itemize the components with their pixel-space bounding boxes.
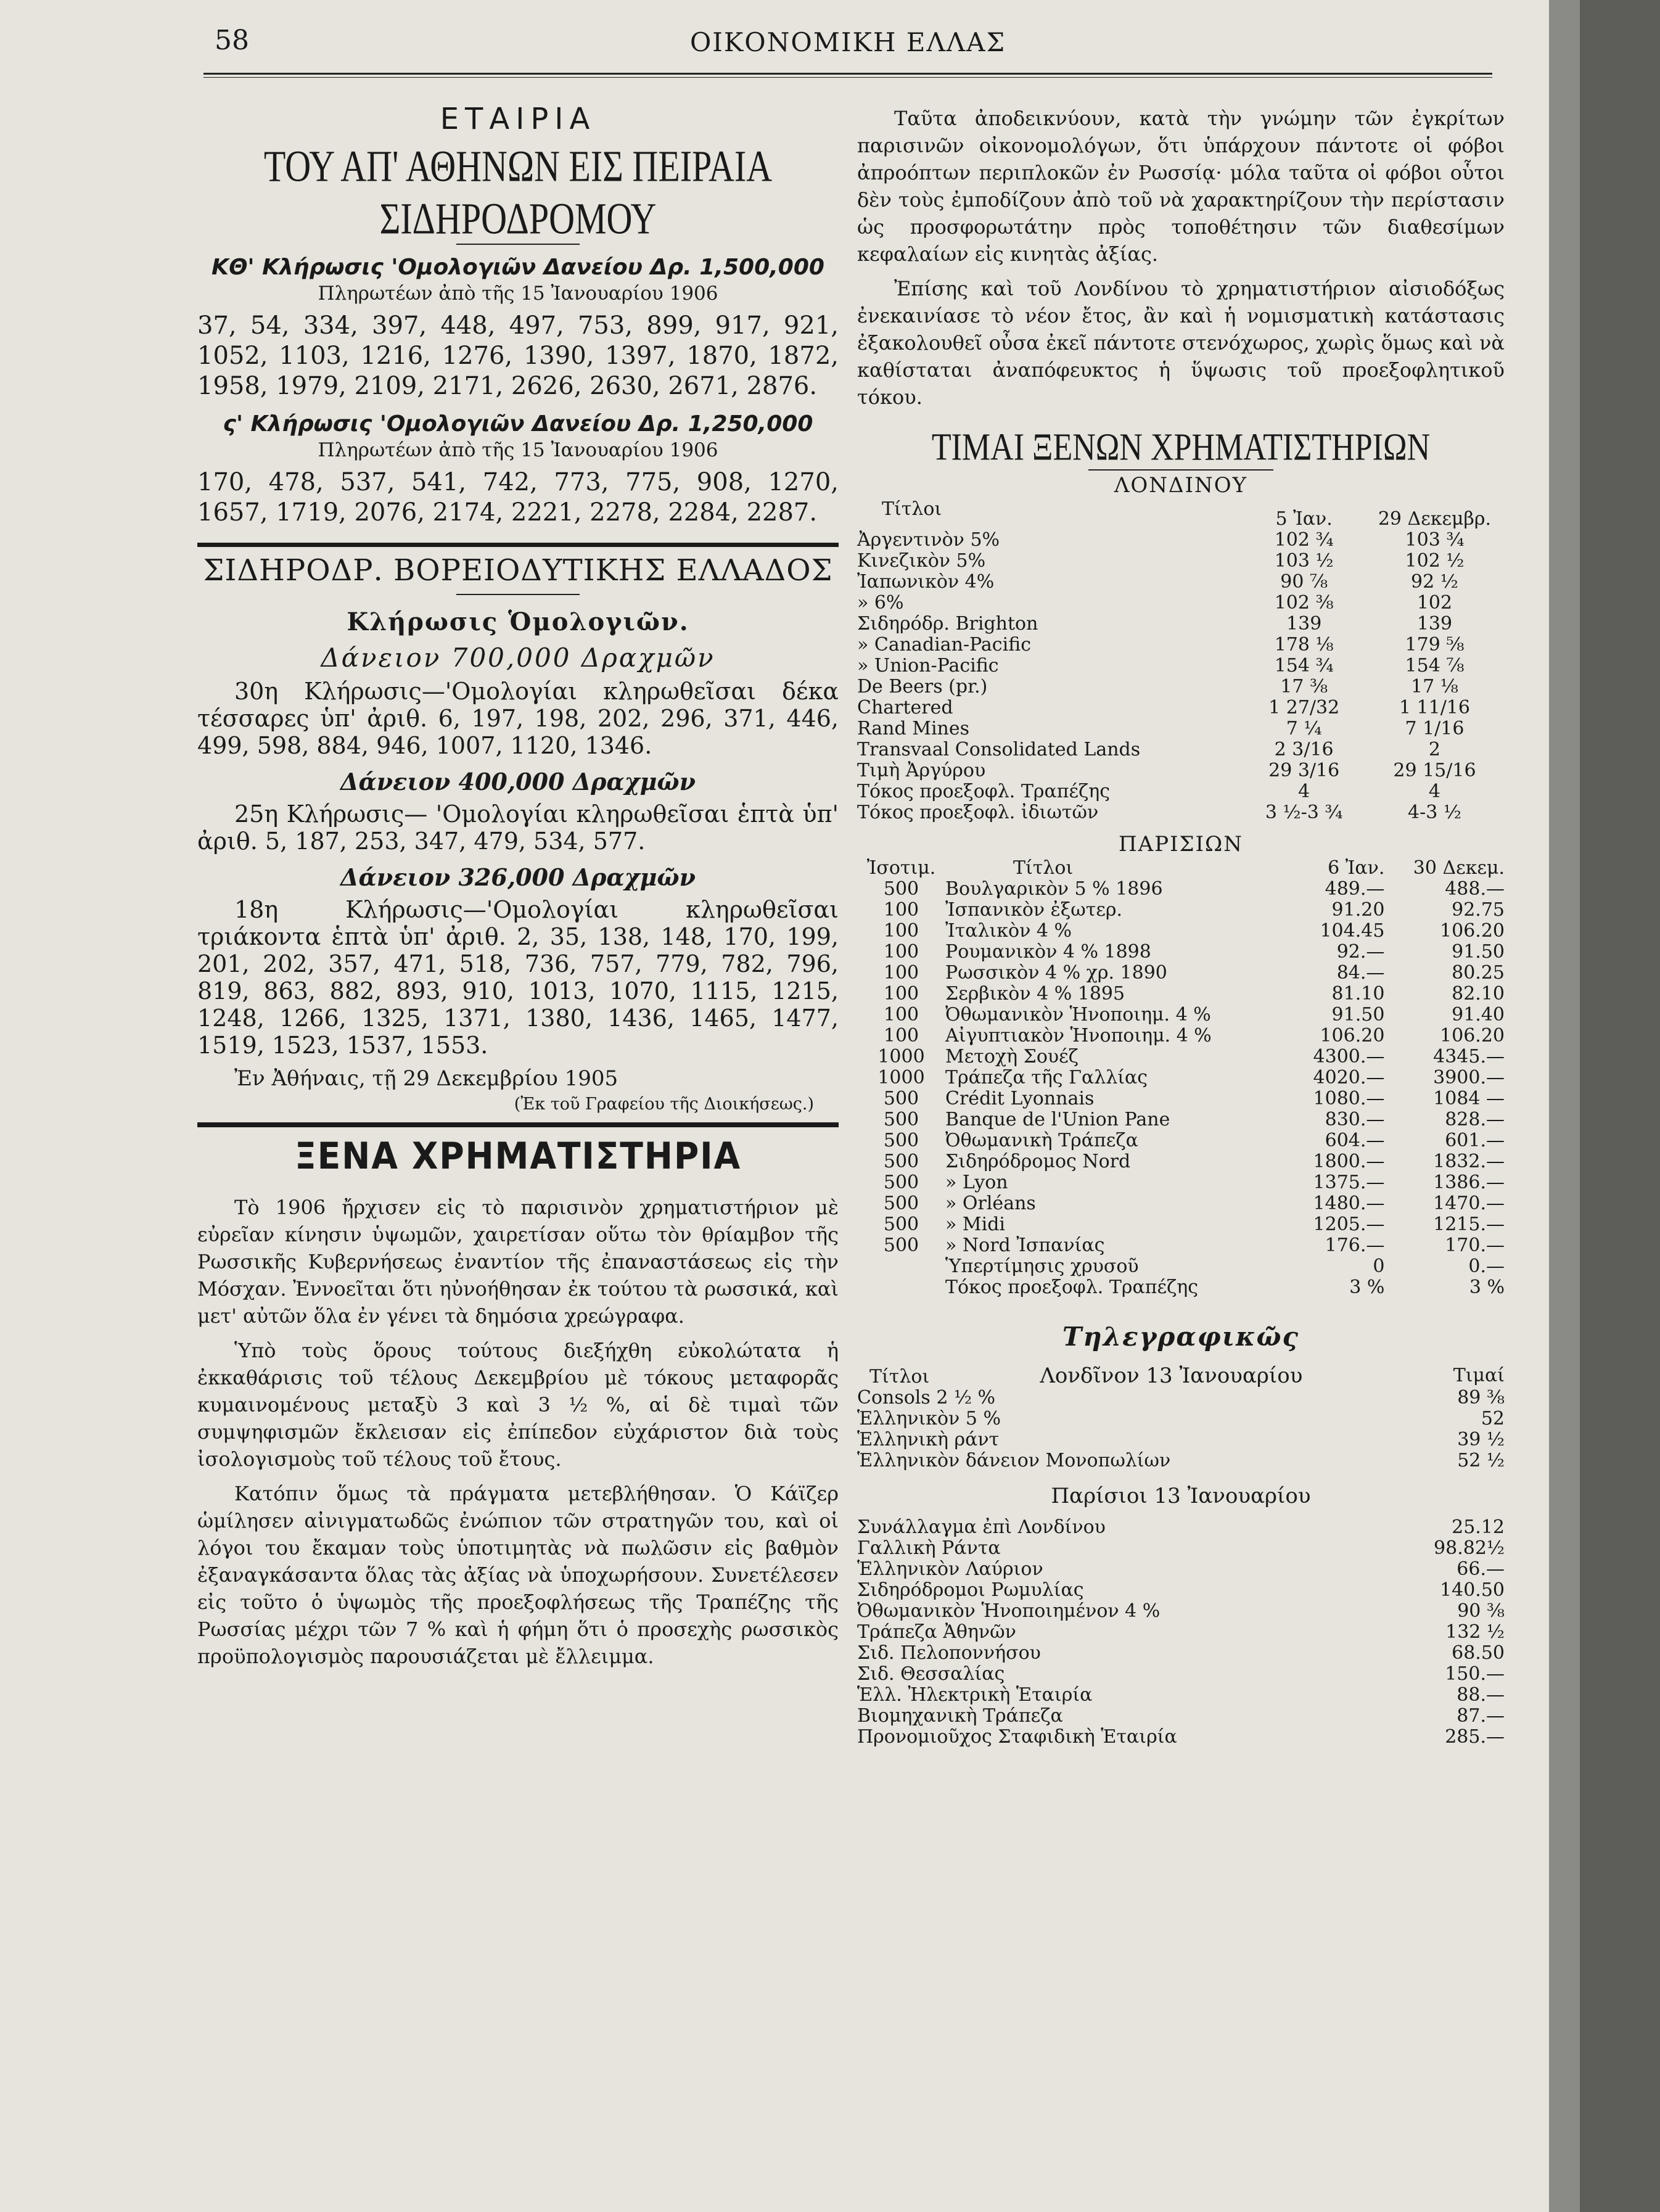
table-row	[857, 1622, 1505, 1643]
price-a: 2 3/16	[1274, 739, 1334, 760]
price-a: 90 ⅞	[1280, 571, 1328, 593]
price-b: 1386.—	[1433, 1172, 1505, 1193]
security-name: Ρουμανικὸν 4 % 1898	[945, 941, 1151, 963]
col-parity: Ἰσοτιμ.	[866, 857, 936, 879]
security-name: Σιδ. Θεσσαλίας	[857, 1663, 1005, 1685]
security-name: Ἀργεντινὸν 5%	[857, 529, 1000, 551]
security-name: Σιδηρόδρομοι Ρωμυλίας	[857, 1579, 1084, 1601]
table-row	[857, 1388, 1505, 1408]
col-title: Τίτλοι	[1013, 857, 1074, 879]
price-a: 1 27/32	[1268, 697, 1340, 718]
price: 66.—	[1457, 1558, 1505, 1580]
page-edge-highlight	[1549, 0, 1580, 2212]
price-b: 4	[1428, 781, 1440, 802]
paris-rows	[857, 879, 1505, 1298]
col-title: Τίτλοι	[882, 498, 942, 520]
parity-value: 100	[883, 1025, 919, 1046]
security-name: Τράπεζα Ἀθηνῶν	[857, 1621, 1016, 1643]
security-name: Προνομιοῦχος Σταφιδικὴ Ἑταιρία	[857, 1726, 1177, 1748]
section-rule	[197, 1122, 839, 1127]
article-paragraph: Κατόπιν ὅμως τὰ πράγματα μετεβλήθησαν. Ὁ Κάϊζερ ὡμίλησεν αἰνιγματωδῶς ἐνώπιον τῶν στρατηγῶν του, καὶ οἱ λόγοι του ἔκαμαν τοὺς ὑποτιμητὰς νὰ πωλῶσιν εἰς βαθμὸν ἐξαναγκάσαντα ὅλας τὰς ἀξίας νὰ ὑποχωρήσουν. Συνετέλεσεν εἰς τοῦτο ὁ ὑψωμὸς τῆς προεξοφλήσεως τῆς Τραπέζης τῆς Ρωσσίας μέχρι τῶν 7 % καὶ ἡ φήμη ὅτι ὁ προσεχὴς ρωσσικὸς προϋπολογισμὸς παρουσιάζεται μὲ ἔλλειμμα.	[197, 1482, 839, 1668]
price-b: 4-3 ½	[1407, 802, 1461, 823]
draw-heading: ΚΘ' Κλήρωσις 'Ομολογιῶν Δανείου Δρ. 1,500,000	[212, 255, 824, 280]
parity-value: 1000	[877, 1046, 925, 1067]
price: 140.50	[1440, 1579, 1505, 1601]
table-row	[857, 1046, 1505, 1067]
loan-text: 18η Κλήρωσις—'Ομολογίαι κληρωθεῖσαι τριάκοντα ἑπτὰ ὑπ' ἀριθ. 2, 35, 138, 148, 170, 199, 201, 202, 357, 471, 518, 736, 757, 779, 782, 796, 819, 863, 882, 893, 910, 1013, 1070, 1115, 1215, 1248, 1266, 1325, 1371, 1380, 1436, 1465, 1477, 1519, 1523, 1537, 1553.	[197, 896, 839, 1059]
table-row	[857, 1727, 1505, 1748]
table-row	[857, 963, 1505, 984]
table-row	[857, 1005, 1505, 1026]
security-name: Rand Mines	[857, 718, 970, 739]
table-row	[857, 760, 1505, 781]
price-b: 3 %	[1469, 1277, 1505, 1298]
price: 285.—	[1445, 1726, 1505, 1748]
price-a: 4300.—	[1313, 1046, 1385, 1067]
draw-payable: Πληρωτέων ἀπὸ τῆς 15 Ἰανουαρίου 1906	[318, 439, 718, 461]
price-b: 102 ½	[1405, 550, 1465, 572]
parity-value: 500	[883, 1235, 919, 1256]
paris-heading: ΠΑΡΙΣΙΩΝ	[1119, 832, 1243, 857]
paris-table	[857, 858, 1505, 1298]
parity-value: 1000	[877, 1067, 925, 1088]
article-paragraph: Ἐπίσης καὶ τοῦ Λονδίνου τὸ χρηματιστήριον αἰσιοδόξως ἐνεκαινίασε τὸ νέον ἔτος, ἂν καὶ ἡ νομισματικὴ κατάστασις ἐξακολουθεῖ οὖσα ἐκεῖ πάντοτε στενόχωρος, χωρὶς ὅμως καὶ νὰ καθίσταται ἀναπόφευκτος ἡ ὕψωσις τοῦ προεξοφλητικοῦ τόκου.	[857, 277, 1505, 409]
price-a: 102 ⅜	[1274, 592, 1334, 614]
price-a: 176.—	[1325, 1235, 1385, 1256]
security-name: Ἑλληνικὸν δάνειον Μονοπωλίων	[857, 1450, 1171, 1471]
price-b: 154 ⅞	[1405, 655, 1465, 676]
price-a: 604.—	[1325, 1130, 1385, 1151]
price-a: 104.45	[1320, 920, 1385, 942]
table-row	[857, 781, 1505, 802]
price: 52	[1481, 1408, 1505, 1429]
security-name: Τιμὴ Ἀργύρου	[857, 760, 986, 781]
price-b: 4345.—	[1433, 1046, 1505, 1067]
security-name: Ὀθωμανικὸν Ἡνοποιημ. 4 %	[945, 1004, 1211, 1026]
table-row	[857, 1706, 1505, 1727]
table-row	[857, 942, 1505, 963]
price: 87.—	[1457, 1705, 1505, 1727]
price-a: 102 ¾	[1274, 529, 1334, 551]
table-row	[857, 1067, 1505, 1088]
table-row	[857, 1538, 1505, 1559]
table-row	[857, 614, 1505, 635]
price-b: 106.20	[1440, 1025, 1505, 1046]
table-row	[857, 1235, 1505, 1256]
table-row	[857, 697, 1505, 718]
table-row	[857, 1214, 1505, 1235]
security-name: Τόκος προεξοφλ. Τραπέζης	[945, 1277, 1199, 1298]
table-row	[857, 718, 1505, 739]
price-b: 488.—	[1445, 878, 1505, 900]
table-row	[857, 551, 1505, 572]
price-b: 1215.—	[1433, 1214, 1505, 1235]
table-row	[857, 879, 1505, 900]
security-name: » Canadian-Pacific	[857, 634, 1032, 656]
price: 90 ⅜	[1457, 1600, 1505, 1622]
parity-value	[857, 1256, 945, 1277]
table-row	[857, 984, 1505, 1005]
parity-value: 500	[883, 1130, 919, 1151]
price-b: 170.—	[1445, 1235, 1505, 1256]
security-name: Transvaal Consolidated Lands	[857, 739, 1141, 760]
table-row	[857, 1277, 1505, 1298]
price-a: 1205.—	[1313, 1214, 1385, 1235]
article-paragraph: Ταῦτα ἀποδεικνύουν, κατὰ τὴν γνώμην τῶν ἐγκρίτων παρισινῶν οἰκονομολόγων, ὅτι ὑπάρχουν πάντοτε οἱ φόβοι ἀπροόπτων περιπλοκῶν ἐν Ρωσσίᾳ· μόλα ταῦτα οἱ φόβοι οὗτοι δὲν τοὺς ἐμποδίζουν ἀπὸ τοῦ νὰ χαρακτηρίζουν τὴν περίστασιν ὡς προσφορωτάτην πρὸς τοποθέτησιν τῶν διαθεσίμων κεφαλαίων εἰς κινητὰς ἀξίας.	[857, 107, 1505, 266]
security-name: Σιδηρόδρ. Brighton	[857, 613, 1038, 635]
security-name: » Nord Ἰσπανίας	[945, 1235, 1105, 1256]
security-name: Consols 2 ½ %	[857, 1387, 996, 1408]
price: 132 ½	[1445, 1621, 1505, 1643]
price-a: 830.—	[1325, 1109, 1385, 1130]
security-name: Τόκος προεξοφλ. Τραπέζης	[857, 781, 1111, 802]
security-name: Βουλγαρικὸν 5 % 1896	[945, 878, 1163, 900]
security-name: Ἑλλ. Ἠλεκτρικὴ Ἑταιρία	[857, 1684, 1093, 1706]
telegraphic-london-table	[857, 1365, 1505, 1471]
railway-eyebrow: ΕΤΑΙΡΙΑ	[440, 102, 596, 136]
running-title: ΟΙΚΟΝΟΜΙΚΗ ΕΛΛΑΣ	[689, 27, 1006, 57]
price: 68.50	[1452, 1642, 1505, 1664]
price: 98.82½	[1434, 1537, 1505, 1559]
price-a: 4020.—	[1313, 1067, 1385, 1088]
table-row	[857, 1450, 1505, 1471]
price-b: 179 ⅝	[1405, 634, 1465, 656]
header-rule	[203, 73, 1492, 78]
price-a: 103 ½	[1274, 550, 1334, 572]
security-name: Ὀθωμανικὸν Ἡνοποιημένον 4 %	[857, 1600, 1161, 1622]
parity-value: 100	[883, 920, 919, 942]
security-name: Ρωσσικὸν 4 % χρ. 1890	[945, 962, 1167, 984]
security-name: Ὀθωμανικὴ Τράπεζα	[945, 1130, 1138, 1151]
signature-line: Ἐν Ἀθήναις, τῇ 29 Δεκεμβρίου 1905	[234, 1066, 618, 1091]
security-name: Κινεζικὸν 5%	[857, 550, 986, 572]
right-column	[857, 93, 1505, 1748]
price: 150.—	[1445, 1663, 1505, 1685]
price-a: 139	[1286, 613, 1322, 635]
price-a: 0	[1373, 1256, 1385, 1277]
price-a: 81.10	[1331, 983, 1385, 1005]
col-date-b: 30 Δεκεμ.	[1413, 857, 1505, 879]
table-row	[857, 921, 1505, 942]
col-date-b: 29 Δεκεμβρ.	[1378, 508, 1492, 530]
table-row	[857, 1026, 1505, 1046]
telegraphic-london-heading: Λονδῖνον 13 Ἰανουαρίου	[1040, 1363, 1303, 1388]
price-a: 1800.—	[1313, 1151, 1385, 1172]
parity-value: 100	[883, 962, 919, 984]
parity-value: 100	[883, 899, 919, 921]
table-row	[857, 1109, 1505, 1130]
draw-payable: Πληρωτέων ἀπὸ τῆς 15 Ἰανουαρίου 1906	[318, 282, 718, 305]
article-paragraph: Τὸ 1906 ἤρχισεν εἰς τὸ παρισινὸν χρηματιστήριον μὲ εὐρεῖαν κίνησιν ὑψωμῶν, χαιρετίσαν οὕτω τὸν θρίαμβον τῆς Ρωσσικῆς Κυβερνήσεως ἐναντίον τῆς ἐπαναστάσεως εἰς τὴν Μόσχαν. Ἐννοεῖται ὅτι ηὐνοήθησαν ἐκ τούτου τὰ ρωσσικά, καὶ μετ' αὐτῶν ὅλα ἐν γένει τὰ δημόσια χρεώγραφα.	[197, 1196, 839, 1328]
london-table	[857, 499, 1505, 823]
price-a: 29 3/16	[1268, 760, 1340, 781]
table-row	[857, 1172, 1505, 1193]
parity-value: 500	[883, 1172, 919, 1193]
price-b: 102	[1416, 592, 1453, 614]
parity-value	[857, 1277, 945, 1298]
parity-value: 500	[883, 878, 919, 900]
price-b: 92.75	[1452, 899, 1505, 921]
northwest-subtitle: Κλήρωσις Ὁμολογιῶν.	[347, 607, 689, 636]
price: 52 ½	[1457, 1450, 1505, 1471]
price: 88.—	[1457, 1684, 1505, 1706]
table-row	[857, 1088, 1505, 1109]
security-name: Αἰγυπτιακὸν Ἡνοποιημ. 4 %	[945, 1025, 1212, 1046]
parity-value: 500	[883, 1088, 919, 1109]
parity-value: 100	[883, 941, 919, 963]
source-line: (Ἐκ τοῦ Γραφείου τῆς Διοικήσεως.)	[514, 1095, 814, 1114]
security-name: Συνάλλαγμα ἐπὶ Λονδίνου	[857, 1516, 1106, 1538]
table-row	[857, 1601, 1505, 1622]
security-name: Σιδ. Πελοποννήσου	[857, 1642, 1041, 1664]
table-row	[857, 1130, 1505, 1151]
price-b: 139	[1416, 613, 1453, 635]
security-name: Ἰαπωνικὸν 4%	[857, 571, 995, 593]
page-number: 58	[215, 25, 249, 56]
price-b: 2	[1428, 739, 1440, 760]
divider	[1088, 469, 1273, 471]
price-b: 7 1/16	[1405, 718, 1465, 739]
table-row	[857, 802, 1505, 823]
parity-value: 500	[883, 1193, 919, 1214]
security-name: Ἑλληνικὴ ράντ	[857, 1429, 1000, 1450]
security-name: » Orléans	[945, 1193, 1036, 1214]
security-name: Crédit Lyonnais	[945, 1088, 1095, 1109]
parity-value: 500	[883, 1109, 919, 1130]
security-name: » Midi	[945, 1214, 1006, 1235]
price-a: 17 ⅜	[1280, 676, 1328, 697]
parity-value: 100	[883, 983, 919, 1005]
price-a: 84.—	[1336, 962, 1385, 984]
price-a: 1480.—	[1313, 1193, 1385, 1214]
telegraphic-paris-rows	[857, 1517, 1505, 1748]
telegraphic-header-row	[857, 1365, 1505, 1388]
table-row	[857, 593, 1505, 614]
security-name: Τόκος προεξοφλ. ἰδιωτῶν	[857, 802, 1099, 823]
col-title	[857, 1365, 1400, 1388]
price-a: 91.50	[1331, 1004, 1385, 1026]
price-a: 3 %	[1349, 1277, 1385, 1298]
col-date-a: 5 Ἰαν.	[1275, 508, 1333, 530]
price-b: 828.—	[1445, 1109, 1505, 1130]
table-row	[857, 1408, 1505, 1429]
table-row	[857, 530, 1505, 551]
price: 39 ½	[1457, 1429, 1505, 1450]
price-a: 4	[1298, 781, 1310, 802]
price-b: 92 ½	[1411, 571, 1458, 593]
security-name: Ἰταλικὸν 4 %	[945, 920, 1072, 942]
price-a: 92.—	[1336, 941, 1385, 963]
article-paragraph: Ὑπὸ τοὺς ὅρους τούτους διεξήχθη εὐκολώτατα ἡ ἐκκαθάρισις τοῦ τέλους Δεκεμβρίου μὲ τόκους μεταφορᾶς κυμαινομένους μεταξὺ 3 καὶ 3 ½ %, αἱ δὲ τιμαὶ τῶν συμψηφισμῶν ἔκλεισαν εἰς ἐπίπεδον εὐχάριστον διὰ τοὺς ἰσολογισμοὺς τοῦ τέλους τοῦ ἔτους.	[197, 1339, 839, 1471]
security-name: » 6%	[857, 592, 904, 614]
table-row	[857, 1517, 1505, 1538]
security-name: » Lyon	[945, 1172, 1008, 1193]
table-row	[857, 900, 1505, 921]
parity-value: 100	[883, 1004, 919, 1026]
price-b: 103 ¾	[1405, 529, 1465, 551]
price-a: 106.20	[1320, 1025, 1385, 1046]
prices-title: ΤΙΜΑΙ ΞΕΝΩΝ ΧΡΗΜΑΤΙΣΤΗΡΙΩΝ	[931, 426, 1431, 469]
price-b: 601.—	[1445, 1130, 1505, 1151]
security-name: Γαλλικὴ Ράντα	[857, 1537, 1001, 1559]
price: 89 ⅜	[1457, 1387, 1505, 1408]
price-b: 91.50	[1452, 941, 1505, 963]
parity-value: 500	[883, 1151, 919, 1172]
london-header-row	[857, 499, 1505, 530]
table-row	[857, 1256, 1505, 1277]
loan-text: 25η Κλήρωσις— 'Ομολογίαι κληρωθεῖσαι ἑπτὰ ὑπ' ἀριθ. 5, 187, 253, 347, 479, 534, 577.	[197, 800, 839, 855]
col-price: Τιμαί	[1453, 1365, 1505, 1386]
price: 25.12	[1452, 1516, 1505, 1538]
telegraphic-paris-heading: Παρίσιοι 13 Ἰανουαρίου	[1051, 1484, 1311, 1508]
table-row	[857, 1193, 1505, 1214]
table-row	[857, 1685, 1505, 1706]
table-row	[857, 572, 1505, 593]
table-row	[857, 635, 1505, 656]
table-row	[857, 739, 1505, 760]
paris-header-row	[857, 858, 1505, 879]
price-b: 3900.—	[1433, 1067, 1505, 1088]
price-a: 178 ⅛	[1274, 634, 1334, 656]
telegraphic-london-rows	[857, 1388, 1505, 1471]
northwest-title: ΣΙΔΗΡΟΔΡ. ΒΟΡΕΙΟΔΥΤΙΚΗΣ ΕΛΛΑΔΟΣ	[203, 553, 833, 588]
security-name: Ἰσπανικὸν ἐξωτερ.	[945, 899, 1123, 921]
price-a: 91.20	[1331, 899, 1385, 921]
price-b: 17 ⅛	[1411, 676, 1458, 697]
security-name: Τράπεζα τῆς Γαλλίας	[945, 1067, 1148, 1088]
security-name: Μετοχὴ Σουέζ	[945, 1046, 1079, 1067]
price-b: 1470.—	[1433, 1193, 1505, 1214]
price-a: 489.—	[1325, 878, 1385, 900]
draw-heading: ς' Κλήρωσις 'Ομολογιῶν Δανείου Δρ. 1,250,000	[223, 411, 813, 437]
railway-title: ΤΟΥ ΑΠ' ΑΘΗΝΩΝ ΕΙΣ ΠΕΙΡΑΙΑ ΣΙΔΗΡΟΔΡΟΜΟΥ	[263, 141, 773, 244]
page-header	[203, 25, 1492, 68]
loan-heading: Δάνειον 700,000 Δραχμῶν	[321, 643, 715, 673]
divider	[456, 594, 580, 595]
table-row	[857, 1559, 1505, 1580]
price-b: 80.25	[1452, 962, 1505, 984]
parity-value: 500	[883, 1214, 919, 1235]
security-name: Σιδηρόδρομος Nord	[945, 1151, 1131, 1172]
london-rows	[857, 530, 1505, 823]
table-row	[857, 656, 1505, 676]
security-name: Banque de l'Union Pane	[945, 1109, 1170, 1130]
telegraphic-heading: Τηλεγραφικῶς	[1062, 1322, 1300, 1352]
draw-numbers: 170, 478, 537, 541, 742, 773, 775, 908, 1270, 1657, 1719, 2076, 2174, 2221, 2278, 2284, 2287.	[197, 468, 839, 527]
telegraphic-paris-table	[857, 1517, 1505, 1748]
table-row	[857, 1643, 1505, 1664]
security-name: Βιομηχανικὴ Τράπεζα	[857, 1705, 1063, 1727]
price-b: 82.10	[1452, 983, 1505, 1005]
london-heading: ΛΟΝΔΙΝΟΥ	[1114, 473, 1248, 498]
price-b: 29 15/16	[1393, 760, 1476, 781]
price-a: 1375.—	[1313, 1172, 1385, 1193]
price-b: 1 11/16	[1399, 697, 1470, 718]
price-b: 1832.—	[1433, 1151, 1505, 1172]
price-a: 1080.—	[1313, 1088, 1385, 1109]
price-b: 1084 —	[1433, 1088, 1505, 1109]
price-b: 91.40	[1452, 1004, 1505, 1026]
loan-text: 30η Κλήρωσις—'Ομολογίαι κληρωθεῖσαι δέκα τέσσαρες ὑπ' ἀριθ. 6, 197, 198, 202, 296, 371, 446, 499, 598, 884, 946, 1007, 1120, 1346.	[197, 678, 839, 759]
security-name: Ἑλληνικὸν Λαύριον	[857, 1558, 1043, 1580]
left-column	[197, 93, 839, 1677]
security-name: Σερβικὸν 4 % 1895	[945, 983, 1125, 1005]
loan-heading: Δάνειον 400,000 Δραχμῶν	[340, 768, 696, 796]
price-a: 3 ½-3 ¾	[1265, 802, 1343, 823]
draw-numbers: 37, 54, 334, 397, 448, 497, 753, 899, 917, 921, 1052, 1103, 1216, 1276, 1390, 1397, 1870, 1872, 1958, 1979, 2109, 2171, 2626, 2630, 2671, 2876.	[197, 311, 839, 400]
security-name: Ἑλληνικὸν 5 %	[857, 1408, 1001, 1429]
article-title: ΞΕΝΑ ΧΡΗΜΑΤΙΣΤΗΡΙΑ	[294, 1135, 742, 1178]
table-row	[857, 1429, 1505, 1450]
security-name: Chartered	[857, 697, 953, 718]
col-date-a: 6 Ἰαν.	[1328, 857, 1385, 879]
table-row	[857, 1664, 1505, 1685]
col-title-label: Τίτλοι	[869, 1366, 930, 1388]
table-row	[857, 676, 1505, 697]
table-row	[857, 1580, 1505, 1601]
security-name: » Union-Pacific	[857, 655, 999, 676]
price-b: 106.20	[1440, 920, 1505, 942]
table-row	[857, 1151, 1505, 1172]
price-a: 154 ¾	[1274, 655, 1334, 676]
security-name: De Beers (pr.)	[857, 676, 988, 697]
price-b: 0.—	[1468, 1256, 1505, 1277]
price-a: 7 ¼	[1286, 718, 1322, 739]
security-name: Ὑπερτίμησις χρυσοῦ	[945, 1256, 1139, 1277]
loan-heading: Δάνειον 326,000 Δραχμῶν	[340, 863, 696, 891]
section-rule	[197, 543, 839, 547]
